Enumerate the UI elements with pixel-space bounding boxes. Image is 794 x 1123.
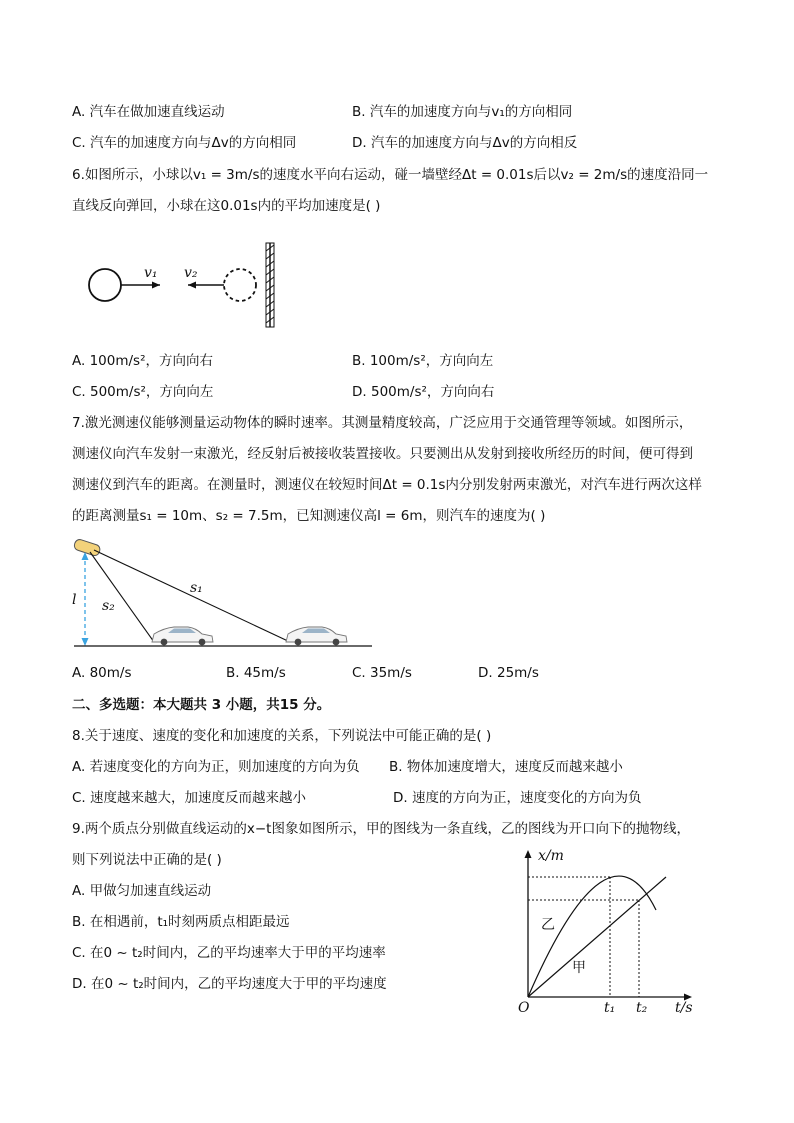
q6-option-c: C. 500m/s²，方向向左 <box>72 384 214 400</box>
wall <box>266 243 274 327</box>
q7-laser-speed-figure <box>68 538 378 650</box>
q7-stem-line1: 7.激光测速仪能够测量运动物体的瞬时速率。其测量精度较高，广泛应用于交通管理等领域。如图所示， <box>72 415 693 431</box>
q7-option-c: C. 35m/s <box>352 665 412 681</box>
q9-option-d: D. 在0 ~ t₂时间内，乙的平均速度大于甲的平均速度 <box>72 976 387 992</box>
x-axis-label: t/s <box>675 1000 693 1016</box>
q5-option-c: C. 汽车的加速度方向与Δv的方向相同 <box>72 135 297 151</box>
v2-label: v₂ <box>184 265 198 281</box>
q9-stem-line2: 则下列说法中正确的是( ) <box>72 852 222 868</box>
q7-stem-line4: 的距离测量s₁ = 10m、s₂ = 7.5m，已知测速仪高l = 6m，则汽车的速度为( ) <box>72 508 546 524</box>
q8-option-b: B. 物体加速度增大，速度反而越来越小 <box>389 759 623 775</box>
ball-after <box>224 269 256 301</box>
s2-beam <box>90 552 154 642</box>
q5-option-a: A. 汽车在做加速直线运动 <box>72 104 225 120</box>
q8-option-a: A. 若速度变化的方向为正，则加速度的方向为负 <box>72 759 360 775</box>
q9-stem-line1: 9.两个质点分别做直线运动的x−t图象如图所示，甲的图线为一条直线，乙的图线为开口向下的抛物线， <box>72 821 690 837</box>
car-far <box>286 627 347 645</box>
t2-label: t₂ <box>636 1000 648 1016</box>
yi-curve <box>528 876 656 997</box>
q6-option-a: A. 100m/s²，方向向右 <box>72 353 213 369</box>
q7-stem-line3: 测速仪到汽车的距离。在测量时，测速仪在较短时间Δt = 0.1s内分别发射两束激光，对汽车进行两次这样 <box>72 477 702 493</box>
ball-before <box>89 269 121 301</box>
yi-label: 乙 <box>541 917 555 933</box>
q6-stem-line1: 6.如图所示，小球以v₁ = 3m/s的速度水平向右运动，碰一墙壁经Δt = 0.01s后以v₂ = 2m/s的速度沿同一 <box>72 167 709 183</box>
q9-option-c: C. 在0 ~ t₂时间内，乙的平均速率大于甲的平均速率 <box>72 945 386 961</box>
v1-label: v₁ <box>144 265 158 281</box>
q6-stem-line2: 直线反向弹回，小球在这0.01s内的平均加速度是( ) <box>72 198 381 214</box>
q8-stem: 8.关于速度、速度的变化和加速度的关系，下列说法中可能正确的是( ) <box>72 728 492 744</box>
q6-option-b: B. 100m/s²，方向向左 <box>352 353 494 369</box>
q7-stem-line2: 测速仪向汽车发射一束激光，经反射后被接收装置接收。只要测出从发射到接收所经历的时间，便可得到 <box>72 446 693 462</box>
q7-option-d: D. 25m/s <box>478 665 539 681</box>
q8-option-c: C. 速度越来越大，加速度反而越来越小 <box>72 790 307 806</box>
l-label: l <box>72 592 77 608</box>
q8-option-d: D. 速度的方向为正，速度变化的方向为负 <box>393 790 642 806</box>
q6-ball-wall-figure <box>80 238 290 333</box>
s1-label: s₁ <box>190 580 203 596</box>
q6-option-d: D. 500m/s²，方向向右 <box>352 384 495 400</box>
q5-option-d: D. 汽车的加速度方向与Δv的方向相反 <box>352 135 578 151</box>
jia-line <box>528 877 666 997</box>
q5-option-b: B. 汽车的加速度方向与v₁的方向相同 <box>352 104 573 120</box>
guide-lines <box>528 877 639 997</box>
q9-xt-graph <box>508 842 708 1014</box>
q9-option-b: B. 在相遇前，t₁时刻两质点相距最远 <box>72 914 290 930</box>
y-axis-label: x/m <box>538 848 564 864</box>
q7-option-a: A. 80m/s <box>72 665 132 681</box>
s2-label: s₂ <box>102 598 115 614</box>
section-2-title: 二、多选题：本大题共 3 小题，共15 分。 <box>72 697 331 713</box>
origin-label: O <box>518 1000 530 1016</box>
jia-label: 甲 <box>572 960 586 976</box>
q9-option-a: A. 甲做匀加速直线运动 <box>72 883 212 899</box>
t1-label: t₁ <box>604 1000 616 1016</box>
q7-option-b: B. 45m/s <box>226 665 286 681</box>
car-near <box>152 627 213 645</box>
laser-device <box>73 538 101 556</box>
